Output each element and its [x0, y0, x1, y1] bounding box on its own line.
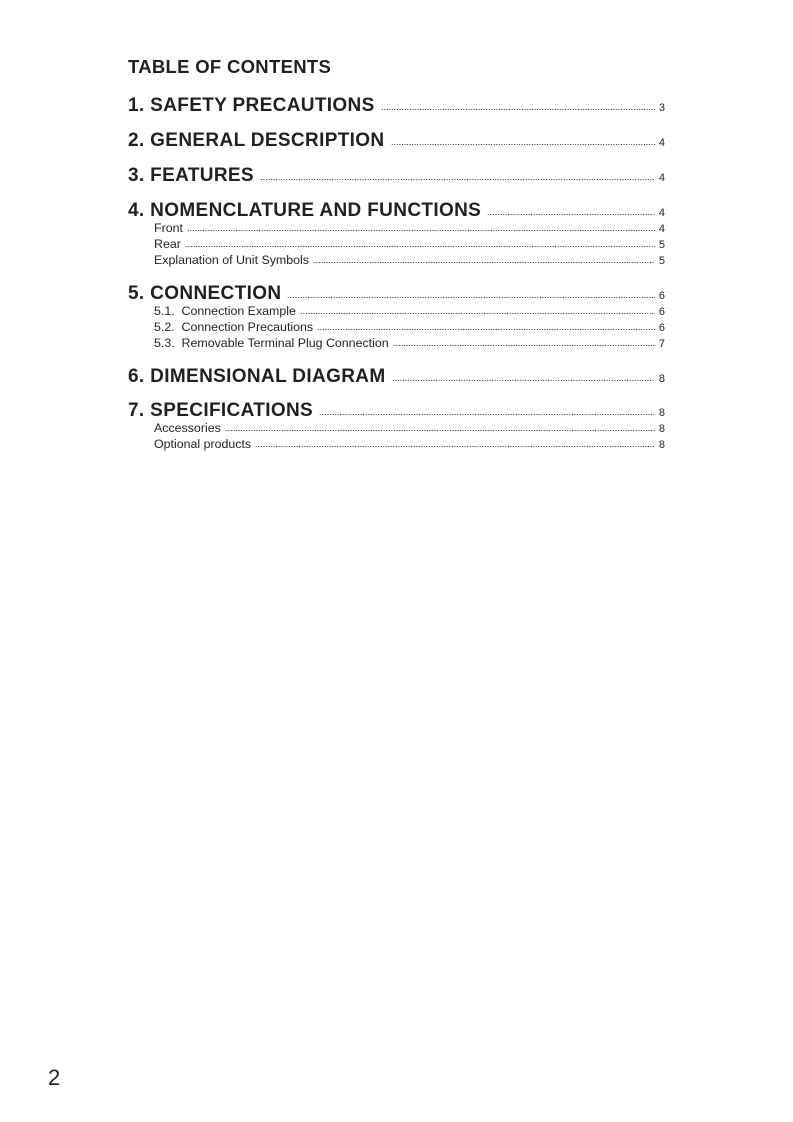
toc-page-number: 5: [658, 255, 665, 267]
dot-leader: [287, 297, 655, 298]
toc-subentry-label: Rear: [154, 237, 181, 251]
toc-subentry-rear[interactable]: [128, 237, 665, 251]
toc-subentry-label: 5.2. Connection Precautions: [154, 320, 314, 334]
toc-page-number: 8: [658, 439, 665, 451]
toc-entry-label: 2. GENERAL DESCRIPTION: [128, 130, 385, 151]
dot-leader: [260, 179, 655, 180]
dot-leader: [225, 430, 655, 431]
toc-entry-connection[interactable]: [128, 283, 665, 305]
toc-entry-label: 3. FEATURES: [128, 165, 254, 186]
toc-entry-label: 4. NOMENCLATURE AND FUNCTIONS: [128, 200, 482, 221]
toc-subentry-label: 5.1. Connection Example: [154, 304, 296, 318]
toc-page-number: 6: [658, 322, 665, 334]
toc-subentry-label: Accessories: [154, 421, 221, 435]
dot-leader: [313, 262, 655, 263]
toc-subentry-label: Explanation of Unit Symbols: [154, 253, 309, 267]
toc-subentry-label: 5.3. Removable Terminal Plug Connection: [154, 336, 389, 350]
toc-subentry-optional-products[interactable]: [128, 437, 665, 451]
dot-leader: [393, 345, 655, 346]
toc-subentry-accessories[interactable]: [128, 421, 665, 435]
toc-entry-dimensional-diagram[interactable]: [128, 366, 665, 388]
toc-page-number: 7: [658, 338, 665, 350]
toc-subentry-connection-precautions[interactable]: [128, 320, 665, 334]
toc-entry-specifications[interactable]: [128, 400, 665, 422]
toc-page-number: 8: [658, 407, 665, 419]
toc-entry-safety-precautions[interactable]: [128, 95, 665, 117]
toc-page-number: 6: [658, 306, 665, 318]
toc-page-number: 4: [658, 172, 665, 184]
dot-leader: [300, 313, 655, 314]
toc-entry-general-description[interactable]: [128, 130, 665, 152]
toc-subentry-label: Optional products: [154, 437, 252, 451]
dot-leader: [317, 329, 655, 330]
toc-page-number: 4: [658, 137, 665, 149]
dot-leader: [187, 230, 655, 231]
toc-entry-label: 1. SAFETY PRECAUTIONS: [128, 95, 375, 116]
toc-entry-label: 7. SPECIFICATIONS: [128, 400, 314, 421]
toc-page-number: 8: [658, 373, 665, 385]
toc-subentry-unit-symbols[interactable]: [128, 253, 665, 267]
dot-leader: [381, 109, 655, 110]
toc-page-number: 3: [658, 102, 665, 114]
toc-heading: TABLE OF CONTENTS: [128, 56, 332, 77]
toc-entry-label: 5. CONNECTION: [128, 283, 282, 304]
toc-page-number: 6: [658, 290, 665, 302]
toc-page-number: 5: [658, 239, 665, 251]
toc-subentry-connection-example[interactable]: [128, 304, 665, 318]
dot-leader: [391, 144, 656, 145]
page-number: 2: [48, 1065, 61, 1090]
dot-leader: [319, 414, 655, 415]
toc-entry-label: 6. DIMENSIONAL DIAGRAM: [128, 366, 386, 387]
toc-page-number: 8: [658, 423, 665, 435]
toc-page-number: 4: [658, 207, 665, 219]
toc-entry-nomenclature-and-functions[interactable]: [128, 200, 665, 222]
dot-leader: [255, 446, 655, 447]
dot-leader: [487, 214, 655, 215]
toc-subentry-label: Front: [154, 221, 183, 235]
toc-subentry-front[interactable]: [128, 221, 665, 235]
toc-subentry-terminal-plug-connection[interactable]: [128, 336, 665, 350]
toc-entry-features[interactable]: [128, 165, 665, 187]
dot-leader: [392, 380, 655, 381]
toc-page-number: 4: [658, 223, 665, 235]
dot-leader: [185, 246, 655, 247]
